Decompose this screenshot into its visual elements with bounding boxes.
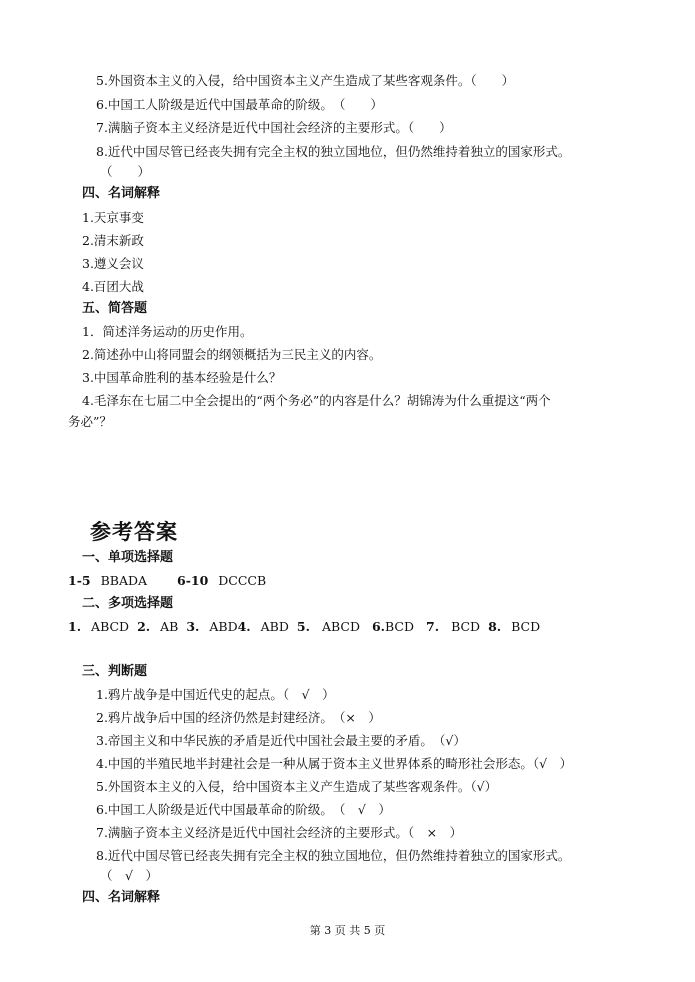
answers-title: 参考答案 bbox=[90, 519, 178, 544]
multi-num-7: 7. bbox=[426, 619, 440, 634]
answers-judge-2: 2.鸦片战争后中国的经济仍然是封建经济。 （× ） bbox=[96, 710, 381, 725]
judgment-item-6: 6.中国工人阶级是近代中国最革命的阶级。 （ ） bbox=[96, 97, 383, 112]
answers-multi-heading: 二、多项选择题 bbox=[82, 596, 174, 611]
answers-term-heading: 四、名词解释 bbox=[82, 890, 161, 905]
mcq-range-6-10: 6-10 bbox=[177, 573, 209, 588]
answers-judge-3: 3.帝国主义和中华民族的矛盾是近代中国社会最主要的矛盾。 （√） bbox=[96, 733, 466, 748]
multi-ans-8: BCD bbox=[511, 619, 541, 634]
answers-judge-5: 5.外国资本主义的入侵，给中国资本主义产生造成了某些客观条件。（√） bbox=[96, 779, 498, 794]
section-heading-short-answer: 五、简答题 bbox=[82, 301, 148, 316]
answers-judge-8: 8.近代中国尽管已经丧失拥有完全主权的独立国地位，但仍然维持着独立的国家形式。 bbox=[96, 848, 571, 863]
multi-num-1: 1. bbox=[68, 619, 82, 634]
multi-ans-3: ABD bbox=[209, 619, 238, 634]
answers-multi-row bbox=[68, 619, 540, 635]
multi-ans-1: ABCD bbox=[91, 619, 130, 634]
short-answer-item-1: 1．简述洋务运动的历史作用。 bbox=[82, 324, 253, 339]
multi-num-2: 2. bbox=[137, 619, 151, 634]
page-footer: 第 3 页 共 5 页 bbox=[309, 924, 386, 937]
multi-num-5: 5. bbox=[296, 619, 310, 634]
answers-judge-1: 1.鸦片战争是中国近代史的起点。（ √ ） bbox=[96, 687, 335, 702]
mcq-answers-1-5: BBADA bbox=[100, 573, 148, 588]
multi-ans-2: AB bbox=[160, 619, 179, 634]
term-item-3: 3.遵义会议 bbox=[82, 256, 144, 271]
answers-judge-4: 4.中国的半殖民地半封建社会是一种从属于资本主义世界体系的畸形社会形态。（√ ） bbox=[96, 756, 573, 771]
short-answer-item-4-tail: 务必”？ bbox=[68, 414, 112, 429]
multi-ans-4: ABD bbox=[260, 619, 289, 634]
short-answer-item-4: 4.毛泽东在七届二中全会提出的“两个务必”的内容是什么？胡锦涛为什么重提这“两个 bbox=[82, 393, 551, 408]
judgment-item-5: 5.外国资本主义的入侵，给中国资本主义产生造成了某些客观条件。（ ） bbox=[96, 73, 515, 88]
mcq-range-1-5: 1-5 bbox=[68, 573, 91, 588]
section-heading-terms: 四、名词解释 bbox=[82, 186, 161, 201]
answers-mcq-row bbox=[68, 573, 266, 589]
multi-num-3: 3. bbox=[186, 619, 200, 634]
multi-num-6: 6. bbox=[371, 619, 386, 634]
multi-num-8: 8. bbox=[488, 619, 502, 634]
mcq-answers-6-10: DCCCB bbox=[218, 573, 267, 588]
multi-num-4: 4. bbox=[237, 619, 251, 634]
term-item-4: 4.百团大战 bbox=[82, 279, 144, 294]
answers-judge-heading: 三、判断题 bbox=[82, 664, 148, 679]
multi-ans-5: ABCD bbox=[321, 619, 360, 634]
judgment-item-8: 8.近代中国尽管已经丧失拥有完全主权的独立国地位，但仍然维持着独立的国家形式。 bbox=[96, 144, 571, 159]
answers-mcq-heading: 一、单项选择题 bbox=[82, 550, 174, 565]
multi-ans-7: BCD bbox=[451, 619, 481, 634]
answers-judge-7: 7.满脑子资本主义经济是近代中国社会经济的主要形式。（ × ） bbox=[96, 825, 463, 840]
judgment-item-7: 7.满脑子资本主义经济是近代中国社会经济的主要形式。（ ） bbox=[96, 120, 452, 135]
answers-judge-6: 6.中国工人阶级是近代中国最革命的阶级。 （ √ ） bbox=[96, 802, 391, 817]
short-answer-item-2: 2.简述孙中山将同盟会的纲领概括为三民主义的内容。 bbox=[82, 347, 382, 362]
judgment-item-8-tail: （ ） bbox=[100, 164, 151, 179]
term-item-2: 2.清末新政 bbox=[82, 233, 144, 248]
term-item-1: 1.天京事变 bbox=[82, 210, 144, 225]
multi-ans-6: BCD bbox=[385, 619, 415, 634]
short-answer-item-3: 3.中国革命胜利的基本经验是什么？ bbox=[82, 370, 282, 385]
answers-judge-8-tail: （ √ ） bbox=[100, 868, 158, 883]
